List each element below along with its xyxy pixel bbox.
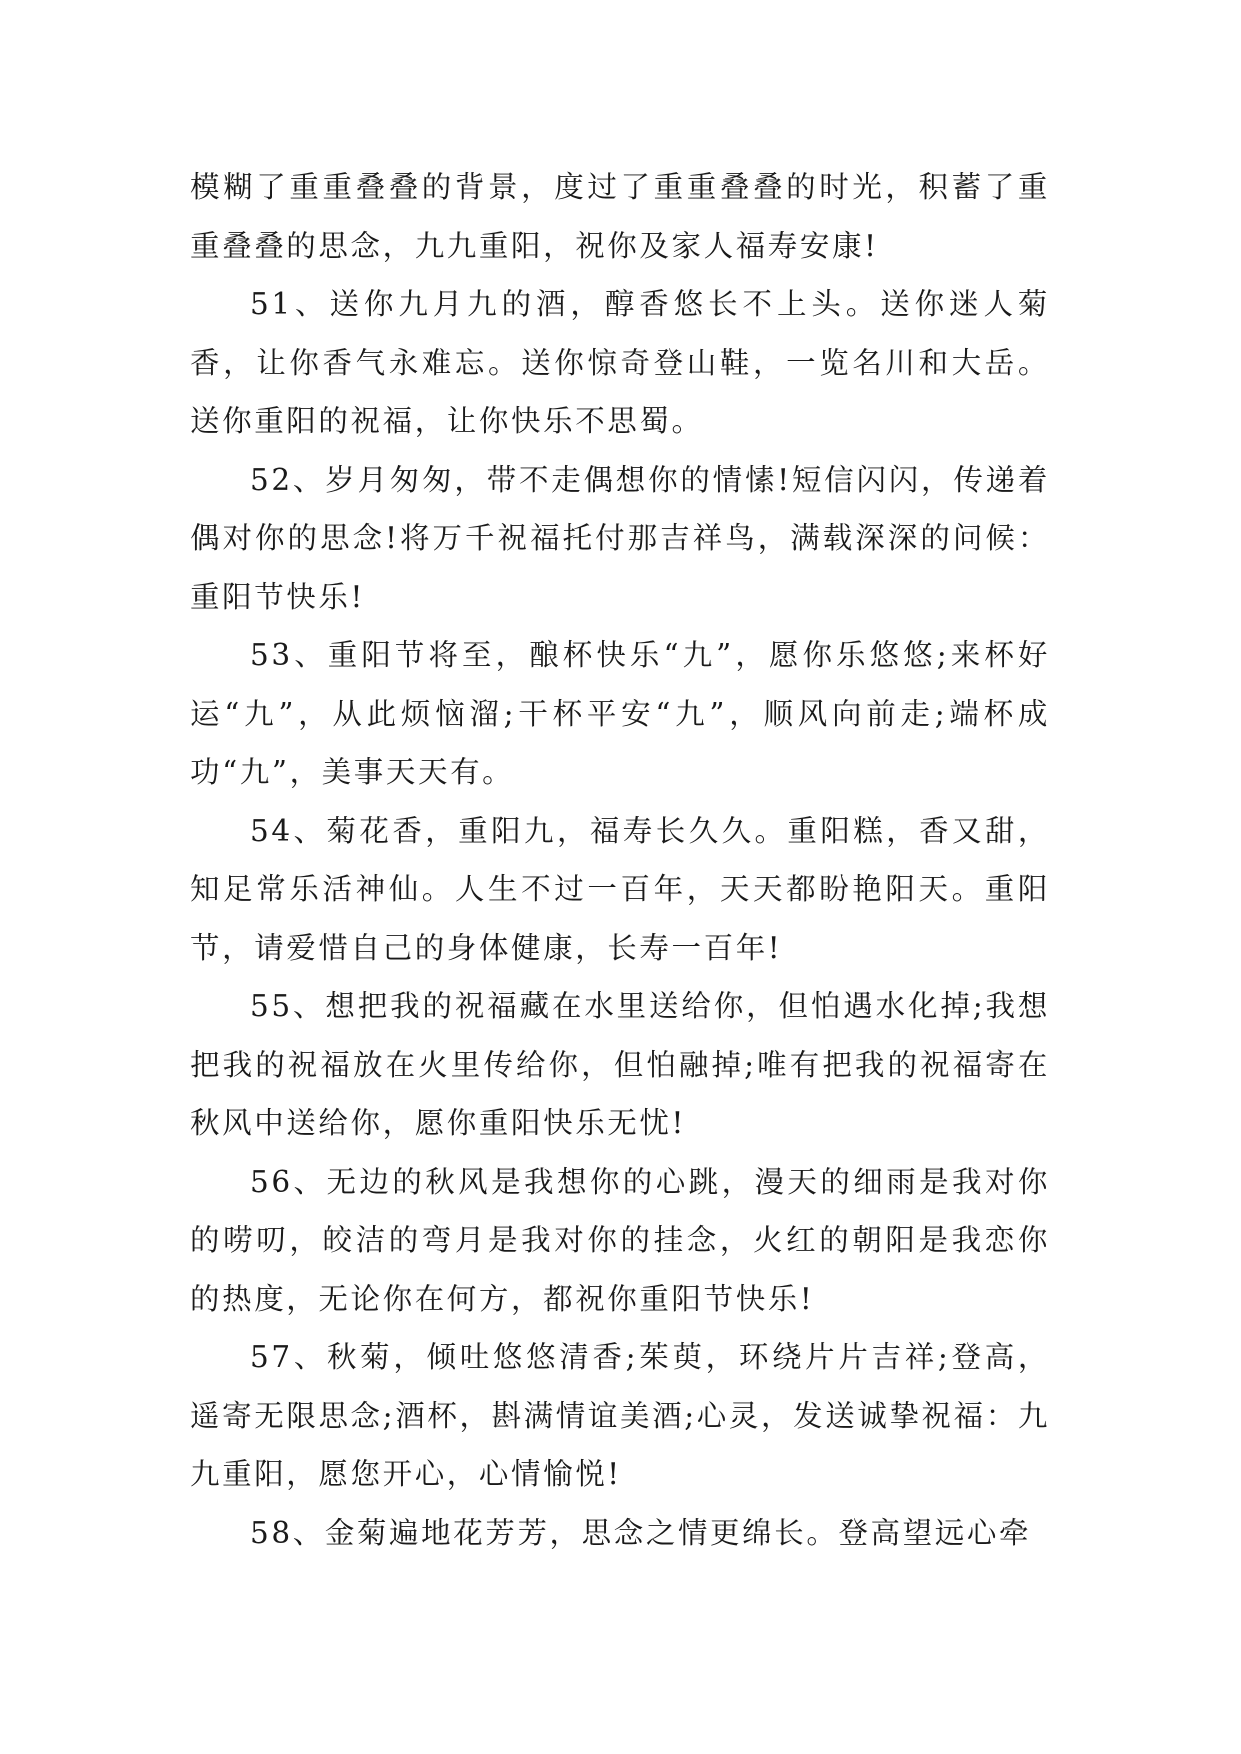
paragraph-55: 55、想把我的祝福藏在水里送给你，但怕遇水化掉;我想把我的祝福放在火里传给你，但怕融掉;唯有把我的祝福寄在秋风中送给你，愿你重阳快乐无忧!: [190, 989, 1050, 1140]
paragraph-58: 58、金菊遍地花芳芳，思念之情更绵长。登高望远心牵: [250, 1515, 1032, 1550]
document-body: [190, 158, 1050, 1562]
paragraph-51: 51、送你九月九的酒，醇香悠长不上头。送你迷人菊香，让你香气永难忘。送你惊奇登山鞋，一览名川和大岳。送你重阳的祝福，让你快乐不思蜀。: [190, 287, 1050, 438]
paragraph-continuation: 模糊了重重叠叠的背景，度过了重重叠叠的时光，积蓄了重重叠叠的思念，九九重阳，祝你及家人福寿安康!: [190, 170, 1050, 263]
paragraph-54: 54、菊花香，重阳九，福寿长久久。重阳糕，香又甜，知足常乐活神仙。人生不过一百年，天天都盼艳阳天。重阳节，请爱惜自己的身体健康，长寿一百年!: [190, 813, 1050, 965]
paragraph-52: 52、岁月匆匆，带不走偶想你的情愫!短信闪闪，传递着偶对你的思念!将万千祝福托付那吉祥鸟，满载深深的问候：重阳节快乐!: [190, 462, 1050, 614]
paragraph-56: 56、无边的秋风是我想你的心跳，漫天的细雨是我对你的唠叨，皎洁的弯月是我对你的挂念，火红的朝阳是我恋你的热度，无论你在何方，都祝你重阳节快乐!: [190, 1164, 1050, 1316]
paragraph-53: 53、重阳节将至，酿杯快乐“九”，愿你乐悠悠;来杯好运“九”，从此烦恼溜;干杯平安“九”，顺风向前走;端杯成功“九”，美事天天有。: [190, 638, 1050, 789]
paragraph-57: 57、秋菊，倾吐悠悠清香;茱萸，环绕片片吉祥;登高，遥寄无限思念;酒杯，斟满情谊美酒;心灵，发送诚挚祝福：九九重阳，愿您开心，心情愉悦!: [190, 1340, 1050, 1491]
